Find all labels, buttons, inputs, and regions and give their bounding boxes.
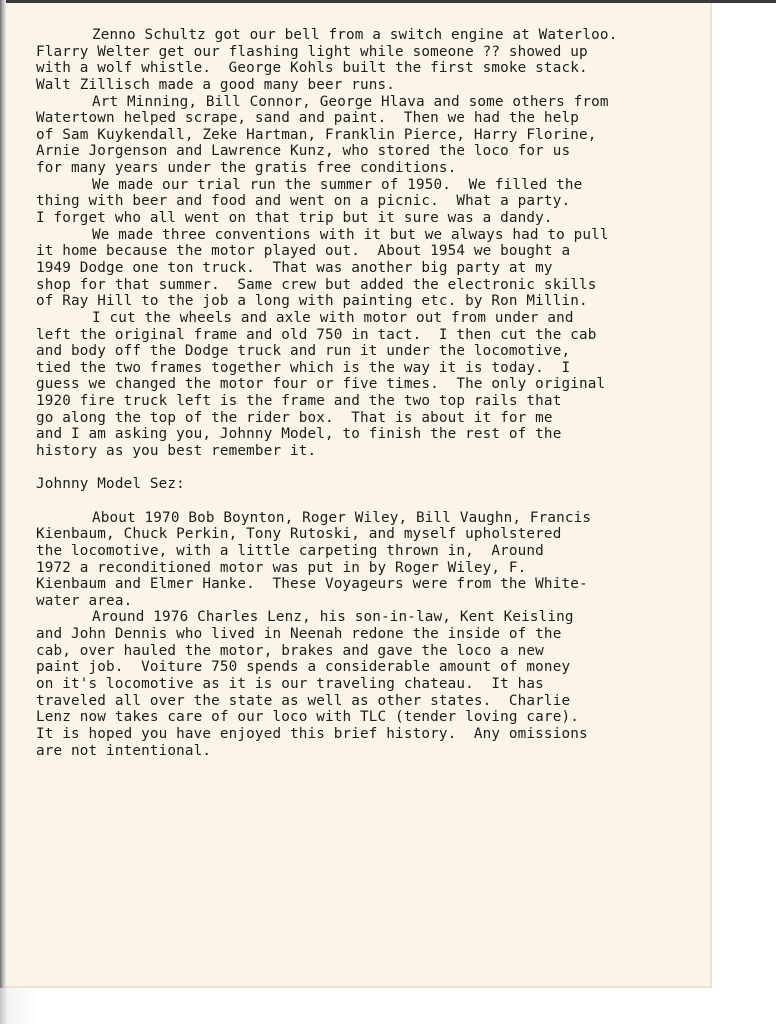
text-line: Lenz now takes care of our loco with TLC (tender loving care).	[36, 709, 579, 726]
text-line: of Ray Hill to the job a long with painting etc. by Ron Millin.	[36, 293, 588, 310]
text-line: for many years under the gratis free conditions.	[36, 160, 457, 177]
text-line: It is hoped you have enjoyed this brief history. Any omissions	[36, 725, 588, 742]
text-line: and I am asking you, Johnny Model, to finish the rest of the	[36, 426, 562, 443]
text-line: We made three conventions with it but we always had to pull	[92, 226, 609, 243]
paragraph-conventions	[36, 227, 696, 310]
text-line: left the original frame and old 750 in tact. I then cut the cab	[36, 326, 597, 343]
paragraph-trial-run	[36, 177, 696, 227]
paragraph-helpers	[36, 94, 696, 177]
text-line: Around 1976 Charles Lenz, his son-in-law, Kent Keisling	[92, 609, 574, 626]
section-heading: Johnny Model Sez:	[36, 476, 185, 493]
text-line: of Sam Kuykendall, Zeke Hartman, Franklin Pierce, Harry Florine,	[36, 126, 597, 143]
text-line: Zenno Schultz got our bell from a switch engine at Waterloo.	[92, 27, 618, 43]
page-body	[36, 27, 696, 759]
paragraph-rebuild	[36, 310, 696, 460]
text-line: I forget who all went on that trip but it sure was a dandy.	[36, 210, 553, 227]
blank-line	[36, 460, 696, 477]
text-line: shop for that summer. Same crew but added the electronic skills	[36, 276, 597, 293]
text-line: 1920 fire truck left is the frame and the two top rails that	[36, 393, 562, 410]
blank-line	[36, 493, 696, 510]
text-line: it home because the motor played out. About 1954 we bought a	[36, 243, 571, 260]
scan-background-bottom	[0, 988, 776, 1024]
text-line: history as you best remember it.	[36, 443, 317, 460]
text-line: About 1970 Bob Boynton, Roger Wiley, Bill Vaughn, Francis	[92, 509, 592, 526]
text-line: paint job. Voiture 750 spends a considerable amount of money	[36, 659, 571, 676]
paragraph-upholstery	[36, 510, 696, 610]
text-line: cab, over hauled the motor, brakes and gave the loco a new	[36, 642, 544, 659]
text-line: tied the two frames together which is the way it is today. I	[36, 359, 571, 376]
text-line: on it's locomotive as it is our traveling chateau. It has	[36, 675, 544, 692]
text-line: with a wolf whistle. George Kohls built the first smoke stack.	[36, 60, 588, 77]
text-line: We made our trial run the summer of 1950. We filled the	[92, 176, 583, 193]
text-line: traveled all over the state as well as other states. Charlie	[36, 692, 571, 709]
text-line: go along the top of the rider box. That is about it for me	[36, 409, 553, 426]
text-line: Watertown helped scrape, sand and paint. Then we had the help	[36, 110, 579, 127]
paragraph-bell-and-light	[36, 27, 696, 94]
text-line: 1949 Dodge one ton truck. That was another big party at my	[36, 259, 553, 276]
paragraph-1976-overhaul	[36, 609, 696, 759]
scan-background-right	[712, 3, 776, 1024]
text-line: Kienbaum and Elmer Hanke. These Voyageurs were from the White-	[36, 576, 588, 593]
typed-page	[6, 3, 712, 988]
text-line: are not intentional.	[36, 742, 212, 759]
text-line: water area.	[36, 592, 133, 609]
text-line: Walt Zillisch made a good many beer runs.	[36, 76, 396, 93]
text-line: Flarry Welter get our flashing light while someone ?? showed up	[36, 43, 588, 60]
text-line: the locomotive, with a little carpeting thrown in, Around	[36, 542, 544, 559]
text-line: and John Dennis who lived in Neenah redone the inside of the	[36, 626, 562, 643]
text-line: guess we changed the motor four or five times. The only original	[36, 376, 606, 393]
text-line: and body off the Dodge truck and run it under the locomotive,	[36, 343, 571, 360]
text-line: Art Minning, Bill Connor, George Hlava and some others from	[92, 93, 609, 110]
text-line: I cut the wheels and axle with motor out from under and	[92, 309, 574, 326]
text-line: Kienbaum, Chuck Perkin, Tony Rutoski, and myself upholstered	[36, 526, 562, 543]
text-line: Arnie Jorgenson and Lawrence Kunz, who stored the loco for us	[36, 143, 571, 160]
text-line: 1972 a reconditioned motor was put in by Roger Wiley, F.	[36, 559, 527, 576]
text-line: thing with beer and food and went on a picnic. What a party.	[36, 193, 571, 210]
